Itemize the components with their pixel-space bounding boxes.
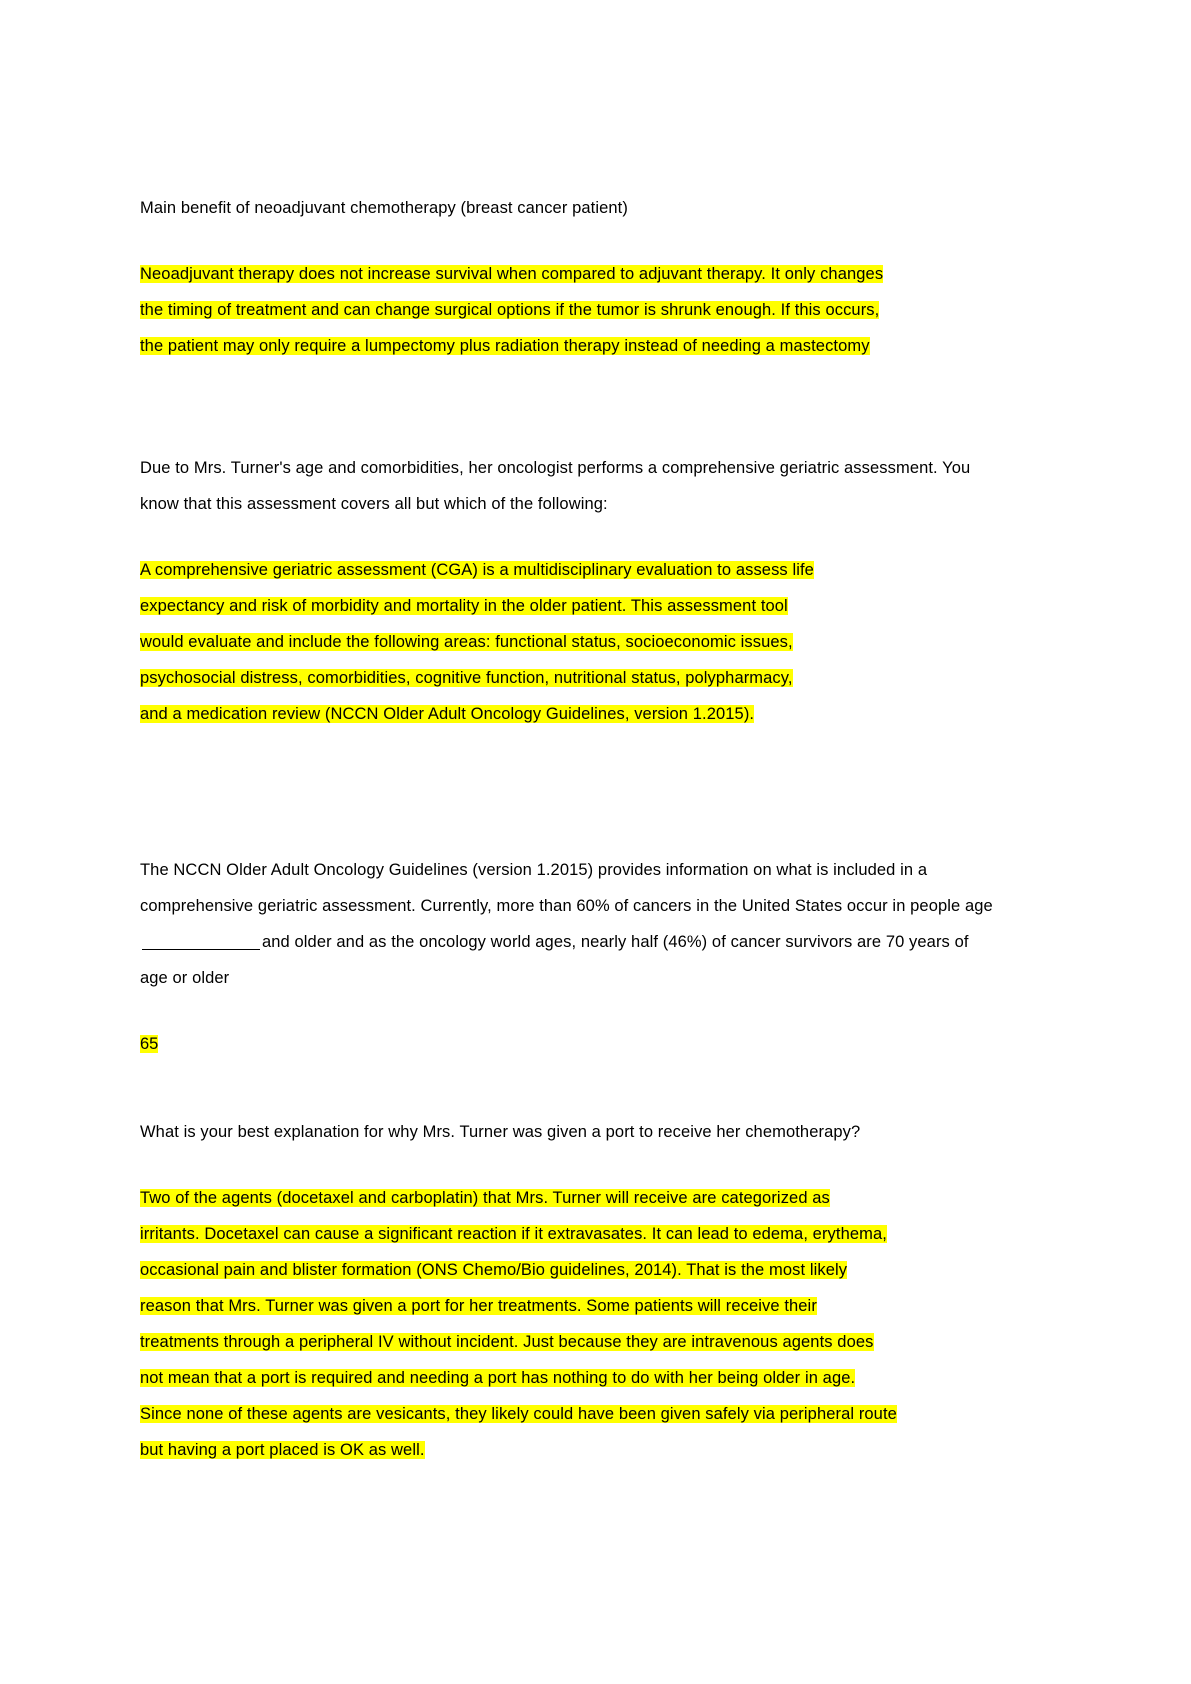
answer-line	[140, 696, 1051, 732]
spacer	[140, 364, 1051, 450]
answer-line	[140, 328, 1051, 364]
answer-line	[140, 588, 1051, 624]
answer-line	[140, 1360, 1051, 1396]
highlighted-text: the patient may only require a lumpectomy plus radiation therapy instead of needing a mastectomy	[140, 337, 870, 355]
question-text-4: What is your best explanation for why Mrs. Turner was given a port to receive her chemotherapy?	[140, 1123, 861, 1141]
question-text-3	[140, 852, 1000, 996]
qa-section-3	[140, 852, 1051, 1062]
answer-line	[140, 552, 1051, 588]
spacer	[140, 996, 1051, 1026]
highlighted-text: but having a port placed is OK as well.	[140, 1441, 425, 1459]
answer-text-2	[140, 552, 1051, 732]
spacer	[140, 522, 1051, 552]
question-text-2: Due to Mrs. Turner's age and comorbidities, her oncologist performs a comprehensive geriatric assessment. You know that this assessment covers all but which of the following:	[140, 459, 971, 513]
spacer	[140, 226, 1051, 256]
highlighted-text: the timing of treatment and can change surgical options if the tumor is shrunk enough. If this occurs,	[140, 301, 880, 319]
answer-line	[140, 1396, 1051, 1432]
answer-text-4	[140, 1180, 1051, 1468]
highlighted-text: Two of the agents (docetaxel and carboplatin) that Mrs. Turner will receive are categorized as	[140, 1189, 830, 1207]
answer-text-3	[140, 1026, 1051, 1062]
answer-line	[140, 660, 1051, 696]
highlighted-text: treatments through a peripheral IV without incident. Just because they are intravenous agents does	[140, 1333, 874, 1351]
answer-line	[140, 1216, 1051, 1252]
question-text-3-part2: and older and as the oncology world ages, nearly half (46%) of cancer survivors are 70 years of age or older	[140, 933, 969, 987]
question-text-1: Main benefit of neoadjuvant chemotherapy (breast cancer patient)	[140, 199, 628, 217]
answer-line	[140, 1288, 1051, 1324]
highlighted-text: psychosocial distress, comorbidities, cognitive function, nutritional status, polypharmacy,	[140, 669, 793, 687]
highlighted-text: not mean that a port is required and needing a port has nothing to do with her being older in age.	[140, 1369, 856, 1387]
answer-line	[140, 1252, 1051, 1288]
highlighted-text: Since none of these agents are vesicants, they likely could have been given safely via peripheral route	[140, 1405, 897, 1423]
answer-line	[140, 256, 1051, 292]
spacer	[140, 1150, 1051, 1180]
highlighted-text: A comprehensive geriatric assessment (CGA) is a multidisciplinary evaluation to assess life	[140, 561, 814, 579]
spacer	[140, 1062, 1051, 1114]
highlighted-text: and a medication review (NCCN Older Adult Oncology Guidelines, version 1.2015).	[140, 705, 755, 723]
fill-in-blank[interactable]	[142, 949, 260, 950]
answer-text-1	[140, 256, 1051, 364]
highlighted-text: occasional pain and blister formation (ONS Chemo/Bio guidelines, 2014). That is the most likely	[140, 1261, 848, 1279]
qa-section-2	[140, 450, 1051, 732]
highlighted-text: reason that Mrs. Turner was given a port for her treatments. Some patients will receive their	[140, 1297, 817, 1315]
question-text-3-part1: The NCCN Older Adult Oncology Guidelines (version 1.2015) provides information on what is included in a comprehensive geriatric assessment. Currently, more than 60% of cancers in the United States occur in people age	[140, 861, 993, 915]
highlighted-text: 65	[140, 1035, 159, 1053]
answer-line	[140, 1432, 1051, 1468]
answer-line	[140, 1180, 1051, 1216]
highlighted-text: irritants. Docetaxel can cause a significant reaction if it extravasates. It can lead to edema, erythema,	[140, 1225, 887, 1243]
qa-section-4	[140, 1114, 1051, 1468]
spacer	[140, 732, 1051, 852]
answer-line	[140, 292, 1051, 328]
highlighted-text: expectancy and risk of morbidity and mortality in the older patient. This assessment tool	[140, 597, 788, 615]
qa-section-1	[140, 190, 1051, 364]
answer-line	[140, 624, 1051, 660]
highlighted-text: would evaluate and include the following areas: functional status, socioeconomic issues,	[140, 633, 793, 651]
highlighted-text: Neoadjuvant therapy does not increase survival when compared to adjuvant therapy. It only changes	[140, 265, 884, 283]
answer-line	[140, 1324, 1051, 1360]
